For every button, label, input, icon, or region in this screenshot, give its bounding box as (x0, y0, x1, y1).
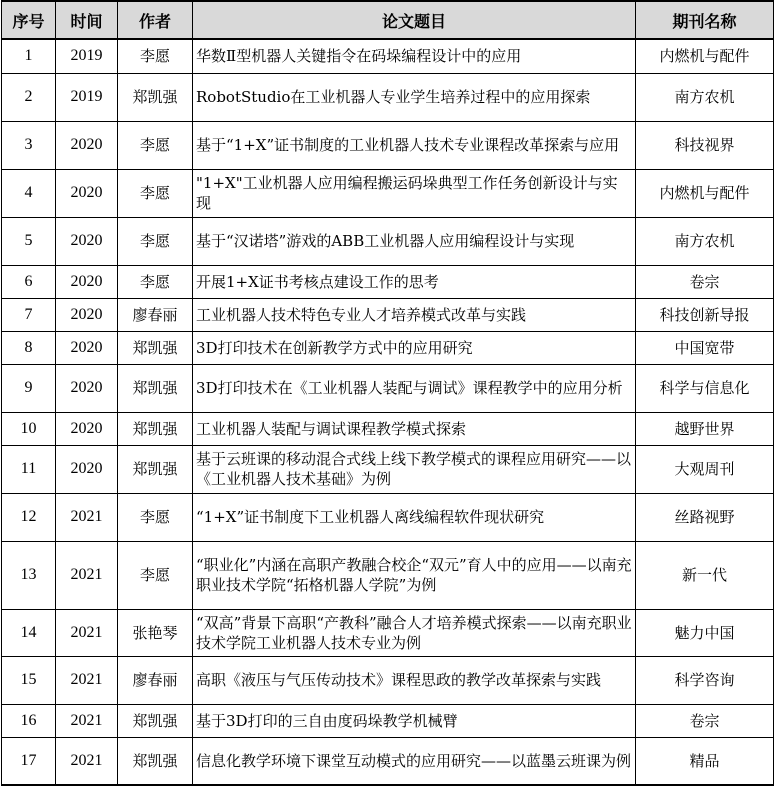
table-row (2, 704, 774, 737)
table-row (2, 541, 774, 609)
row-year: 2019 (56, 73, 118, 121)
table-row (2, 412, 774, 445)
table-row (2, 39, 774, 73)
table-row (2, 364, 774, 412)
row-title: 基于“1+X”证书制度的工业机器人技术专业课程改革探索与应用 (193, 121, 636, 169)
row-title: 基于云班课的移动混合式线上线下教学模式的课程应用研究——以《工业机器人技术基础》为例 (193, 445, 636, 493)
row-author: 郑凯强 (118, 73, 193, 121)
row-author: 李愿 (118, 217, 193, 265)
table-row (2, 73, 774, 121)
row-year: 2021 (56, 493, 118, 541)
row-title: 基于“汉诺塔”游戏的ABB工业机器人应用编程设计与实现 (193, 217, 636, 265)
row-year: 2021 (56, 737, 118, 785)
row-journal: 科技创新导报 (636, 298, 774, 331)
row-journal: 科技视界 (636, 121, 774, 169)
row-author: 张艳琴 (118, 609, 193, 656)
row-journal: 南方农机 (636, 73, 774, 121)
row-journal: 丝路视野 (636, 493, 774, 541)
row-number: 11 (2, 445, 56, 493)
row-number: 10 (2, 412, 56, 445)
row-year: 2020 (56, 298, 118, 331)
table-row (2, 265, 774, 298)
row-journal: 卷宗 (636, 704, 774, 737)
row-year: 2020 (56, 445, 118, 493)
row-journal: 越野世界 (636, 412, 774, 445)
row-year: 2020 (56, 217, 118, 265)
table-row (2, 121, 774, 169)
row-author: 廖春丽 (118, 298, 193, 331)
row-number: 9 (2, 364, 56, 412)
header-journal: 期刊名称 (636, 1, 774, 39)
row-number: 3 (2, 121, 56, 169)
row-title: 华数Ⅱ型机器人关键指令在码垛编程设计中的应用 (193, 39, 636, 73)
header-author: 作者 (118, 1, 193, 39)
header-no: 序号 (2, 1, 56, 39)
row-year: 2021 (56, 704, 118, 737)
table-row (2, 331, 774, 364)
table-row (2, 445, 774, 493)
row-journal: 精品 (636, 737, 774, 785)
row-title: 3D打印技术在创新教学方式中的应用研究 (193, 331, 636, 364)
row-year: 2020 (56, 265, 118, 298)
row-number: 1 (2, 39, 56, 73)
row-year: 2020 (56, 412, 118, 445)
row-number: 13 (2, 541, 56, 609)
table-row (2, 217, 774, 265)
row-number: 8 (2, 331, 56, 364)
row-title: “职业化”内涵在高职产教融合校企“双元”育人中的应用——以南充职业技术学院“拓格机器人学院”为例 (193, 541, 636, 609)
table-row (2, 737, 774, 785)
row-number: 16 (2, 704, 56, 737)
row-title: 3D打印技术在《工业机器人装配与调试》课程教学中的应用分析 (193, 364, 636, 412)
row-journal: 内燃机与配件 (636, 169, 774, 217)
row-author: 郑凯强 (118, 331, 193, 364)
row-journal: 卷宗 (636, 265, 774, 298)
row-journal: 中国宽带 (636, 331, 774, 364)
row-number: 6 (2, 265, 56, 298)
row-title: 信息化教学环境下课堂互动模式的应用研究——以蓝墨云班课为例 (193, 737, 636, 785)
row-author: 郑凯强 (118, 412, 193, 445)
row-number: 14 (2, 609, 56, 656)
row-journal: 大观周刊 (636, 445, 774, 493)
row-year: 2020 (56, 364, 118, 412)
row-year: 2020 (56, 169, 118, 217)
row-title: RobotStudio在工业机器人专业学生培养过程中的应用探索 (193, 73, 636, 121)
row-author: 郑凯强 (118, 364, 193, 412)
row-year: 2021 (56, 541, 118, 609)
row-author: 李愿 (118, 121, 193, 169)
row-author: 李愿 (118, 493, 193, 541)
row-author: 廖春丽 (118, 656, 193, 704)
row-number: 5 (2, 217, 56, 265)
table-row (2, 169, 774, 217)
row-year: 2019 (56, 39, 118, 73)
row-title: “双高”背景下高职“产教科”融合人才培养模式探索——以南充职业技术学院工业机器人技术专业为例 (193, 609, 636, 656)
header-row (2, 1, 774, 39)
row-journal: 科学与信息化 (636, 364, 774, 412)
papers-table (1, 0, 774, 786)
row-author: 郑凯强 (118, 704, 193, 737)
row-number: 17 (2, 737, 56, 785)
row-title: "1+X"工业机器人应用编程搬运码垛典型工作任务创新设计与实现 (193, 169, 636, 217)
row-number: 15 (2, 656, 56, 704)
row-author: 李愿 (118, 541, 193, 609)
row-year: 2020 (56, 331, 118, 364)
row-number: 2 (2, 73, 56, 121)
row-journal: 魅力中国 (636, 609, 774, 656)
row-author: 李愿 (118, 39, 193, 73)
row-journal: 内燃机与配件 (636, 39, 774, 73)
row-journal: 新一代 (636, 541, 774, 609)
table-row (2, 656, 774, 704)
row-year: 2020 (56, 121, 118, 169)
row-title: 开展1+X证书考核点建设工作的思考 (193, 265, 636, 298)
row-journal: 南方农机 (636, 217, 774, 265)
row-title: 工业机器人装配与调试课程教学模式探索 (193, 412, 636, 445)
row-author: 郑凯强 (118, 737, 193, 785)
row-number: 4 (2, 169, 56, 217)
row-title: “1+X”证书制度下工业机器人离线编程软件现状研究 (193, 493, 636, 541)
row-year: 2021 (56, 609, 118, 656)
row-number: 12 (2, 493, 56, 541)
table-row (2, 493, 774, 541)
row-author: 李愿 (118, 169, 193, 217)
header-title: 论文题目 (193, 1, 636, 39)
row-title: 工业机器人技术特色专业人才培养模式改革与实践 (193, 298, 636, 331)
row-title: 基于3D打印的三自由度码垛教学机械臂 (193, 704, 636, 737)
row-author: 李愿 (118, 265, 193, 298)
header-year: 时间 (56, 1, 118, 39)
table-row (2, 298, 774, 331)
row-number: 7 (2, 298, 56, 331)
table-row (2, 609, 774, 656)
row-year: 2021 (56, 656, 118, 704)
row-journal: 科学咨询 (636, 656, 774, 704)
row-author: 郑凯强 (118, 445, 193, 493)
row-title: 高职《液压与气压传动技术》课程思政的教学改革探索与实践 (193, 656, 636, 704)
